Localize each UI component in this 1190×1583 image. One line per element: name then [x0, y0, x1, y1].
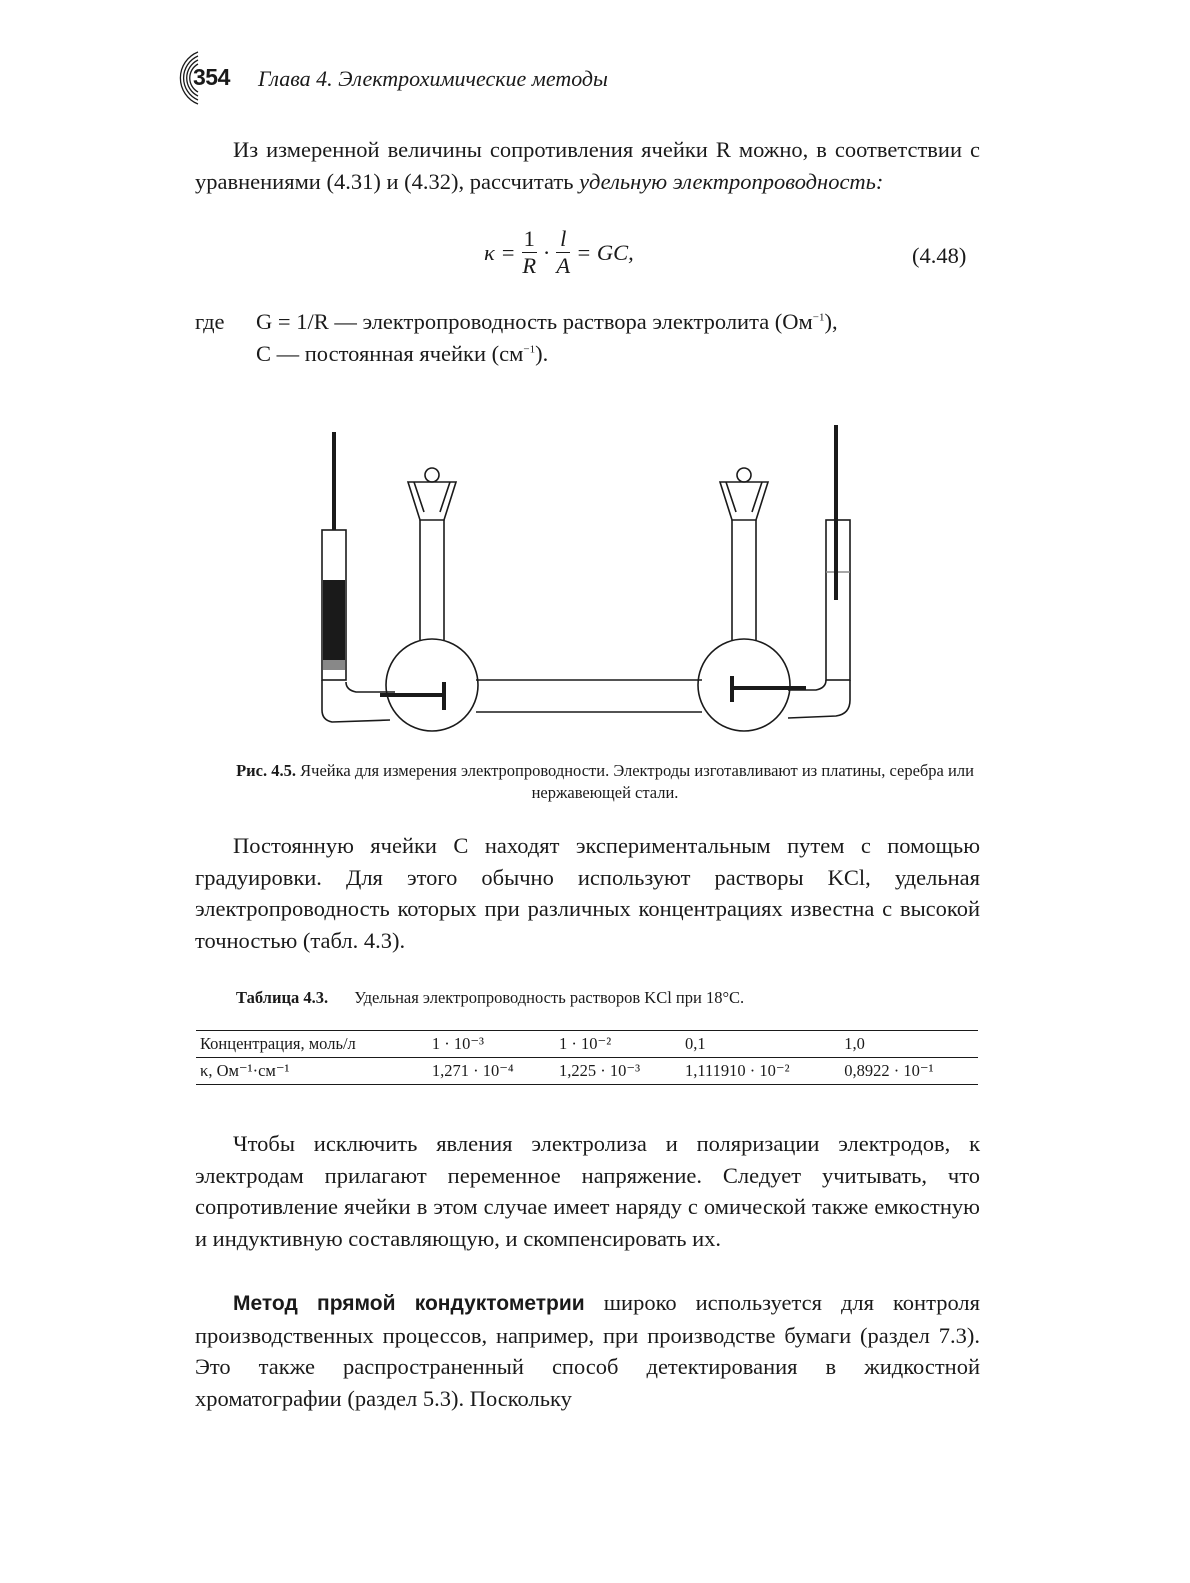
equation-lhs: κ = — [484, 239, 516, 265]
table-cell: 1 · 10⁻³ — [431, 1034, 484, 1053]
paragraph-1-emphasis: удельную электропроводность: — [579, 168, 884, 194]
table-cell: 1 · 10⁻² — [558, 1034, 612, 1053]
fraction-2-numerator: l — [556, 226, 570, 253]
fraction-1-over-r — [522, 226, 537, 279]
table-row — [196, 1031, 978, 1058]
where-line-1-text: G = 1/R — электропроводность раствора электролита (Ом — [256, 309, 813, 334]
table-row — [196, 1058, 978, 1085]
table-title: Удельная электропроводность растворов KCl при 18°C. — [354, 988, 745, 1007]
table-cell: 1,225 · 10⁻³ — [558, 1061, 641, 1080]
where-line-2-sup: −1 — [523, 343, 536, 356]
fraction-1-numerator: 1 — [523, 226, 535, 251]
table-cell: κ, Ом⁻¹·см⁻¹ — [200, 1061, 290, 1080]
where-line-1 — [256, 309, 838, 335]
paragraph-4 — [195, 1287, 980, 1414]
fraction-1-denominator: R — [522, 253, 537, 278]
table-cell: 0,1 — [684, 1034, 706, 1053]
where-line-1-sup: −1 — [812, 311, 825, 324]
where-word: где — [195, 309, 225, 334]
table-cell: 1,271 · 10⁻⁴ — [431, 1061, 514, 1080]
where-line-1-end: ), — [824, 309, 838, 334]
table-caption — [236, 988, 744, 1008]
paragraph-4-text: широко используется для контроля производственных процессов, например, при производстве бумаги (раздел 7.3). Это также распространенный способ детектирования в жидкостной хроматографии (раздел 5.3). Поскольку — [195, 1290, 980, 1411]
paragraph-4-bold-lead: Метод прямой кондуктометрии — [233, 1292, 585, 1315]
where-line-2-end: ). — [535, 341, 549, 366]
fraction-l-over-a — [556, 226, 570, 279]
table-cell: 1,0 — [844, 1034, 865, 1053]
equation-number: (4.48) — [912, 243, 967, 268]
figure-caption-label: Рис. 4.5. — [236, 761, 297, 780]
kcl-conductivity-table — [196, 1030, 978, 1085]
paragraph-1 — [195, 134, 980, 197]
chapter-title: Глава 4. Электрохимические методы — [258, 66, 608, 91]
equation-dot: · — [542, 239, 551, 265]
where-line-2 — [256, 341, 548, 367]
paragraph-2: Постоянную ячейки C находят экспериментальным путем с помощью градуировки. Для этого обычно используют растворы KCl, удельная электропроводность которых при различных концентрациях известна с высокой точностью (табл. 4.3). — [195, 833, 980, 953]
equation-rhs: = GC, — [576, 239, 634, 265]
figure-caption — [230, 760, 980, 804]
paragraph-1-text: Из измеренной величины сопротивления ячейки R можно, в соответствии с уравнениями (4.31) и (4.32), рассчитать — [195, 137, 980, 194]
where-line-2-text: C — постоянная ячейки (см — [256, 341, 524, 366]
table-cell: Концентрация, моль/л — [200, 1034, 356, 1053]
table-cell: 0,8922 · 10⁻¹ — [844, 1061, 934, 1080]
equation-4-48 — [484, 226, 634, 279]
figure-caption-text: Ячейка для измерения электропроводности. Электроды изготавливают из платины, серебра или нержавеющей стали. — [300, 761, 974, 802]
paragraph-3: Чтобы исключить явления электролиза и поляризации электродов, к электродам прилагают переменное напряжение. Следует учитывать, что сопротивление ячейки в этом случае имеет наряду с омической также емкостную и индуктивную составляющую, и скомпенсировать их. — [195, 1131, 980, 1251]
table-cell: 1,111910 · 10⁻² — [684, 1061, 790, 1080]
table-label: Таблица 4.3. — [236, 988, 329, 1007]
fraction-2-denominator: A — [556, 253, 571, 278]
conductivity-cell-drawing — [300, 420, 880, 740]
page-number: 354 — [193, 64, 230, 90]
